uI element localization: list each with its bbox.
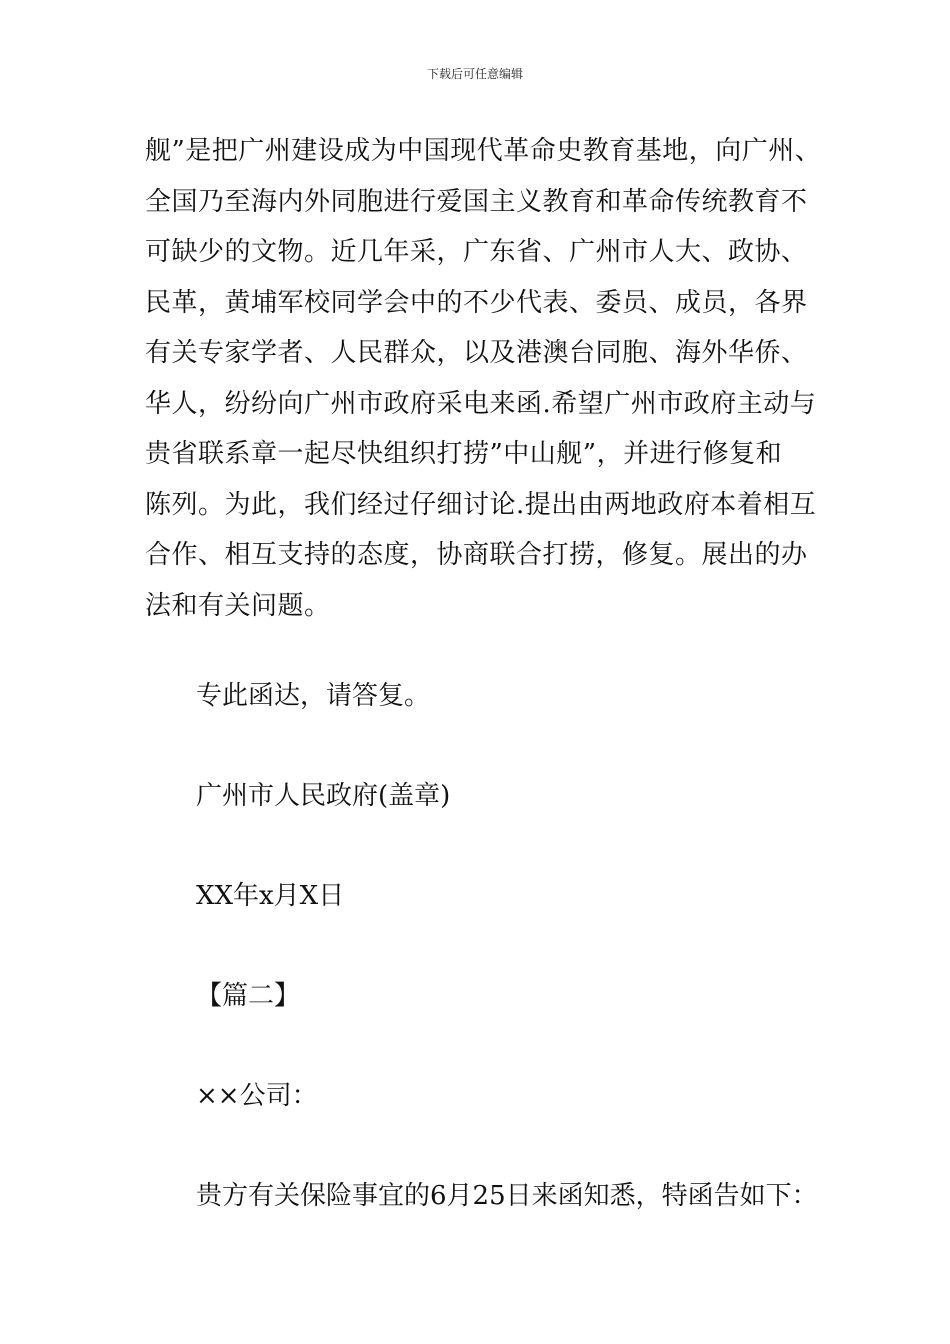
body-line: 法和有关问题。 [145,590,331,621]
body-line: 舰”是把广州建设成为中国现代革命史教育基地，向广州、 [145,136,822,166]
letter-body [145,126,825,631]
section-title: 【篇二】 [196,981,301,1011]
body-line: 合作、相互支持的态度，协商联合打捞，修复。展出的办 [145,540,808,570]
body-line: 陈列。为此，我们经过仔细讨论.提出由两地政府本着相互 [145,489,817,520]
reply-opening: 贵方有关保险事宜的6月25日来函知悉，特函告如下： [196,1181,818,1211]
signature-line: 广州市人民政府(盖章) [196,781,451,811]
body-line: 可缺少的文物。近几年采，广东省、广州市人大、政协、 [145,237,808,267]
body-line: 贵省联系章一起尽快组织打捞”中山舰”，并进行修复和 [145,439,783,469]
salutation: ××公司： [196,1081,318,1111]
body-line: 民革，黄埔军校同学会中的不少代表、委员、成员，各界 [145,287,808,318]
date-line: XX年x月X日 [196,881,345,911]
closing-line: 专此函达，请答复。 [196,681,431,711]
body-line: 全国乃至海内外同胞进行爱国主义教育和革命传统教育不 [145,186,808,217]
body-line: 有关专家学者、人民群众，以及港澳台同胞、海外华侨、 [145,338,808,368]
body-line: 华人，纷纷向广州市政府采电来函.希望广州市政府主动与 [145,388,817,419]
page-header: 下载后可任意编辑 [426,67,523,81]
